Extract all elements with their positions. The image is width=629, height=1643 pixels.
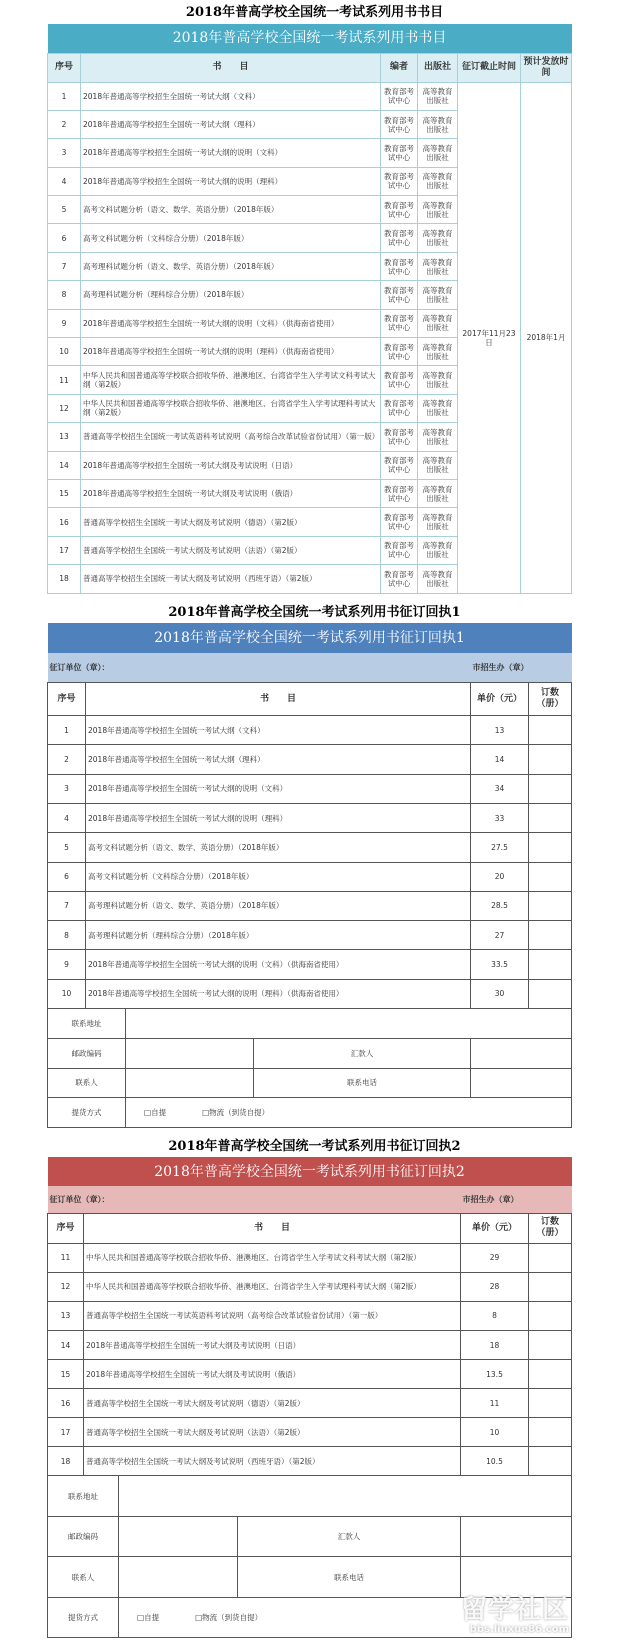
book-title: 2018年普通高等学校招生全国统一考试大纲（理科） [86, 745, 471, 774]
quantity-input[interactable] [529, 774, 572, 803]
receipt2-section [47, 1157, 571, 1638]
unit-price: 33.5 [471, 950, 529, 979]
delivery-label: 提货方式 [48, 1098, 126, 1128]
editor: 教育部考试中心 [381, 366, 418, 394]
catalog-table [47, 24, 572, 594]
row-number: 5 [48, 196, 81, 224]
quantity-input[interactable] [529, 979, 572, 1008]
publisher: 高等教育出版社 [418, 536, 458, 564]
book-title: 高考文科试题分析（语文、数学、英语分册）（2018年版） [81, 196, 381, 224]
unit-price: 28.5 [471, 891, 529, 920]
publisher: 高等教育出版社 [418, 423, 458, 451]
col-no: 序号 [48, 1213, 84, 1243]
ordering-unit-label: 征订单位（章）： [49, 661, 110, 672]
row-number: 5 [48, 833, 86, 862]
receipt1-banner: 2018年普高学校全国统一考试系列用书征订回执1 [48, 623, 572, 653]
row-number: 4 [48, 803, 86, 832]
book-title: 普通高等学校招生全国统一考试大纲及考试说明（德语）（第2版） [84, 1389, 461, 1418]
book-title: 2018年普通高等学校招生全国统一考试大纲及考试说明（日语） [84, 1330, 461, 1359]
book-title: 普通高等学校招生全国统一考试大纲及考试说明（法语）（第2版） [81, 536, 381, 564]
quantity-input[interactable] [529, 1360, 572, 1389]
unit-price: 11 [461, 1389, 529, 1418]
unit-price: 8 [461, 1301, 529, 1330]
editor: 教育部考试中心 [381, 423, 418, 451]
table-row [48, 891, 572, 920]
receipt1-heading: 2018年普高学校全国统一考试系列用书征订回执1 [168, 604, 461, 620]
row-number: 17 [48, 1418, 84, 1447]
editor: 教育部考试中心 [381, 479, 418, 507]
row-number: 3 [48, 774, 86, 803]
quantity-input[interactable] [529, 745, 572, 774]
row-number: 1 [48, 82, 81, 110]
publisher: 高等教育出版社 [418, 508, 458, 536]
row-number: 13 [48, 1301, 84, 1330]
col-deadline: 征订截止时间 [458, 53, 521, 82]
unit-price: 27.5 [471, 833, 529, 862]
book-title: 中华人民共和国普通高等学校联合招收华侨、港澳地区、台湾省学生入学考试文科考试大纲（第2版） [84, 1243, 461, 1272]
quantity-input[interactable] [529, 862, 572, 891]
col-no: 序号 [48, 53, 81, 82]
table-row [48, 774, 572, 803]
editor: 教育部考试中心 [381, 281, 418, 309]
col-release: 预计发放时间 [521, 53, 572, 82]
book-title: 高考文科试题分析（文科综合分册）（2018年版） [86, 862, 471, 891]
row-number: 6 [48, 224, 81, 252]
table-row [48, 716, 572, 745]
book-title: 高考理科试题分析（理科综合分册）（2018年版） [81, 281, 381, 309]
row-number: 12 [48, 1272, 84, 1301]
publisher: 高等教育出版社 [418, 196, 458, 224]
table-row [48, 1330, 572, 1359]
table-row [48, 1360, 572, 1389]
table-row [48, 803, 572, 832]
delivery-label: 提货方式 [48, 1597, 119, 1638]
row-number: 15 [48, 1360, 84, 1389]
receipt2-table [47, 1157, 572, 1638]
quantity-input[interactable] [529, 833, 572, 862]
unit-price: 20 [471, 862, 529, 891]
table-row [48, 862, 572, 891]
remitter-input[interactable] [471, 1038, 572, 1068]
row-number: 16 [48, 508, 81, 536]
unit-price: 34 [471, 774, 529, 803]
unit-price: 29 [461, 1243, 529, 1272]
editor: 教育部考试中心 [381, 309, 418, 337]
row-number: 13 [48, 423, 81, 451]
contact-person-label: 联系人 [48, 1068, 126, 1098]
contact-row [48, 1068, 572, 1098]
receipt2-heading: 2018年普高学校全国统一考试系列用书征订回执2 [168, 1139, 461, 1155]
quantity-input[interactable] [529, 1447, 572, 1476]
table-row [48, 950, 572, 979]
unit-price: 28 [461, 1272, 529, 1301]
row-number: 7 [48, 891, 86, 920]
book-title: 高考文科试题分析（文科综合分册）（2018年版） [81, 224, 381, 252]
book-title: 高考理科试题分析（理科综合分册）（2018年版） [86, 921, 471, 950]
receipt1-table [47, 623, 572, 1129]
quantity-input[interactable] [529, 1389, 572, 1418]
city-office-label: 市招生办（章） [462, 1193, 519, 1204]
table-row [48, 1243, 572, 1272]
publisher: 高等教育出版社 [418, 338, 458, 366]
book-title: 2018年普通高等学校招生全国统一考试大纲的说明（文科）（供海南省使用） [81, 309, 381, 337]
unit-price: 30 [471, 979, 529, 1008]
publisher: 高等教育出版社 [418, 394, 458, 422]
quantity-input[interactable] [529, 1330, 572, 1359]
col-title: 书 目 [84, 1213, 461, 1243]
unit-price: 18 [461, 1330, 529, 1359]
editor: 教育部考试中心 [381, 536, 418, 564]
logistics-checkbox[interactable]: □物流（到货自提） [195, 1613, 263, 1623]
book-title: 2018年普通高等学校招生全国统一考试大纲及考试说明（俄语） [81, 479, 381, 507]
row-number: 16 [48, 1389, 84, 1418]
book-title: 高考文科试题分析（语文、数学、英语分册）（2018年版） [86, 833, 471, 862]
table-row [48, 1418, 572, 1447]
col-price: 单价（元） [461, 1213, 529, 1243]
row-number: 14 [48, 451, 81, 479]
self-pickup-checkbox[interactable]: □自提 [137, 1613, 160, 1623]
editor: 教育部考试中心 [381, 508, 418, 536]
unit-price: 13 [471, 716, 529, 745]
release-date: 2018年1月 [521, 82, 572, 593]
table-row [48, 1301, 572, 1330]
unit-price: 27 [471, 921, 529, 950]
editor: 教育部考试中心 [381, 565, 418, 593]
editor: 教育部考试中心 [381, 338, 418, 366]
table-row [48, 745, 572, 774]
publisher: 高等教育出版社 [418, 139, 458, 167]
editor: 教育部考试中心 [381, 451, 418, 479]
row-number: 1 [48, 716, 86, 745]
row-number: 11 [48, 366, 81, 394]
book-title: 普通高等学校招生全国统一考试英语科考试说明（高考综合改革试验省份试用）（第一版） [81, 423, 381, 451]
table-row [48, 1447, 572, 1476]
row-number: 15 [48, 479, 81, 507]
quantity-input[interactable] [529, 803, 572, 832]
quantity-input[interactable] [529, 1272, 572, 1301]
publisher: 高等教育出版社 [418, 281, 458, 309]
book-title: 中华人民共和国普通高等学校联合招收华侨、港澳地区、台湾省学生入学考试理科考试大纲（第2版） [84, 1272, 461, 1301]
table-row [48, 1389, 572, 1418]
row-number: 6 [48, 862, 86, 891]
editor: 教育部考试中心 [381, 110, 418, 138]
book-title: 2018年普通高等学校招生全国统一考试大纲的说明（文科） [86, 774, 471, 803]
publisher: 高等教育出版社 [418, 252, 458, 280]
deadline: 2017年11月23日 [458, 82, 521, 593]
row-number: 3 [48, 139, 81, 167]
address-label: 联系地址 [48, 1476, 119, 1517]
book-title: 2018年普通高等学校招生全国统一考试大纲的说明（理科） [86, 803, 471, 832]
book-title: 普通高等学校招生全国统一考试大纲及考试说明（法语）（第2版） [84, 1418, 461, 1447]
postcode-label: 邮政编码 [48, 1038, 126, 1068]
table-row [48, 921, 572, 950]
col-quantity: 订数（册） [529, 683, 572, 716]
quantity-input[interactable] [529, 1243, 572, 1272]
delivery-options [119, 1597, 572, 1638]
row-number: 7 [48, 252, 81, 280]
editor: 教育部考试中心 [381, 252, 418, 280]
logistics-checkbox[interactable]: □物流（到货自提） [202, 1108, 270, 1118]
editor: 教育部考试中心 [381, 394, 418, 422]
contact-person-input[interactable] [126, 1068, 254, 1098]
col-title: 书 目 [86, 683, 471, 716]
editor: 教育部考试中心 [381, 196, 418, 224]
unit-price: 10 [461, 1418, 529, 1447]
catalog-heading: 2018年普高学校全国统一考试系列用书书目 [185, 5, 444, 20]
row-number: 14 [48, 1330, 84, 1359]
city-office-label: 市招生办（章） [472, 661, 529, 672]
book-title: 普通高等学校招生全国统一考试大纲及考试说明（德语）（第2版） [81, 508, 381, 536]
book-title: 2018年普通高等学校招生全国统一考试大纲的说明（理科） [81, 167, 381, 195]
row-number: 8 [48, 281, 81, 309]
publisher: 高等教育出版社 [418, 565, 458, 593]
book-title: 普通高等学校招生全国统一考试大纲及考试说明（西班牙语）（第2版） [84, 1447, 461, 1476]
phone-label: 联系电话 [238, 1557, 461, 1598]
receipt1-section [47, 623, 571, 1129]
contact-person-label: 联系人 [48, 1557, 119, 1598]
unit-price: 14 [471, 745, 529, 774]
row-number: 2 [48, 110, 81, 138]
col-no: 序号 [48, 683, 86, 716]
publisher: 高等教育出版社 [418, 309, 458, 337]
col-publisher: 出版社 [418, 53, 458, 82]
quantity-input[interactable] [529, 1418, 572, 1447]
watermark-url: bbs.liuxue86.com [469, 1624, 569, 1636]
phone-label: 联系电话 [254, 1068, 471, 1098]
phone-input[interactable] [471, 1068, 572, 1098]
unit-price: 10.5 [461, 1447, 529, 1476]
row-number: 8 [48, 921, 86, 950]
book-title: 中华人民共和国普通高等学校联合招收华侨、港澳地区、台湾省学生入学考试文科考试大纲（第2版） [81, 366, 381, 394]
book-title: 高考理科试题分析（语文、数学、英语分册）（2018年版） [81, 252, 381, 280]
row-number: 9 [48, 950, 86, 979]
address-label: 联系地址 [48, 1009, 126, 1039]
remitter-label: 汇款人 [238, 1516, 461, 1557]
quantity-input[interactable] [529, 1301, 572, 1330]
contact-row [48, 1476, 572, 1517]
contact-row [48, 1098, 572, 1128]
table-row [48, 979, 572, 1008]
table-row [48, 833, 572, 862]
watermark-text: 留学社区 [461, 1595, 570, 1626]
unit-price: 13.5 [461, 1360, 529, 1389]
address-input[interactable] [126, 1009, 572, 1039]
receipt2-banner: 2018年普高学校全国统一考试系列用书征订回执2 [48, 1157, 572, 1186]
self-pickup-checkbox[interactable]: □自提 [144, 1108, 167, 1118]
catalog-section [47, 24, 571, 594]
book-title: 普通高等学校招生全国统一考试大纲及考试说明（西班牙语）（第2版） [81, 565, 381, 593]
publisher: 高等教育出版社 [418, 451, 458, 479]
postcode-input[interactable] [119, 1516, 238, 1557]
row-number: 17 [48, 536, 81, 564]
publisher: 高等教育出版社 [418, 479, 458, 507]
phone-input[interactable] [461, 1557, 572, 1598]
book-title: 2018年普通高等学校招生全国统一考试大纲（理科） [81, 110, 381, 138]
catalog-banner: 2018年普高学校全国统一考试系列用书书目 [48, 24, 572, 53]
book-title: 2018年普通高等学校招生全国统一考试大纲的说明（文科） [81, 139, 381, 167]
row-number: 9 [48, 309, 81, 337]
delivery-options [126, 1098, 572, 1128]
quantity-input[interactable] [529, 921, 572, 950]
row-number: 4 [48, 167, 81, 195]
book-title: 2018年普通高等学校招生全国统一考试大纲及考试说明（俄语） [84, 1360, 461, 1389]
publisher: 高等教育出版社 [418, 82, 458, 110]
book-title: 2018年普通高等学校招生全国统一考试大纲（文科） [81, 82, 381, 110]
row-number: 10 [48, 338, 81, 366]
table-row [48, 1272, 572, 1301]
contact-row [48, 1516, 572, 1557]
col-price: 单价（元） [471, 683, 529, 716]
col-title: 书 目 [81, 53, 381, 82]
editor: 教育部考试中心 [381, 167, 418, 195]
editor: 教育部考试中心 [381, 139, 418, 167]
book-title: 2018年普通高等学校招生全国统一考试大纲的说明（理科）（供海南省使用） [86, 979, 471, 1008]
contact-row [48, 1597, 572, 1638]
row-number: 12 [48, 394, 81, 422]
row-number: 18 [48, 1447, 84, 1476]
editor: 教育部考试中心 [381, 82, 418, 110]
book-title: 2018年普通高等学校招生全国统一考试大纲的说明（文科）（供海南省使用） [86, 950, 471, 979]
remitter-label: 汇款人 [254, 1038, 471, 1068]
contact-row [48, 1038, 572, 1068]
book-title: 2018年普通高等学校招生全国统一考试大纲及考试说明（日语） [81, 451, 381, 479]
book-title: 普通高等学校招生全国统一考试英语科考试说明（高考综合改革试验省份试用）（第一版） [84, 1301, 461, 1330]
row-number: 2 [48, 745, 86, 774]
unit-price: 33 [471, 803, 529, 832]
editor: 教育部考试中心 [381, 224, 418, 252]
book-title: 高考理科试题分析（语文、数学、英语分册）（2018年版） [86, 891, 471, 920]
ordering-unit-label: 征订单位（章）： [49, 1193, 110, 1204]
row-number: 18 [48, 565, 81, 593]
publisher: 高等教育出版社 [418, 366, 458, 394]
contact-person-input[interactable] [119, 1557, 238, 1598]
book-title: 2018年普通高等学校招生全国统一考试大纲的说明（理科）（供海南省使用） [81, 338, 381, 366]
quantity-input[interactable] [529, 716, 572, 745]
contact-row [48, 1557, 572, 1598]
row-number: 10 [48, 979, 86, 1008]
col-quantity: 订数（册） [529, 1213, 572, 1243]
col-editor: 编者 [381, 53, 418, 82]
publisher: 高等教育出版社 [418, 224, 458, 252]
address-input[interactable] [119, 1476, 572, 1517]
row-number: 11 [48, 1243, 84, 1272]
quantity-input[interactable] [529, 950, 572, 979]
contact-row [48, 1009, 572, 1039]
quantity-input[interactable] [529, 891, 572, 920]
postcode-label: 邮政编码 [48, 1516, 119, 1557]
book-title: 2018年普通高等学校招生全国统一考试大纲（文科） [86, 716, 471, 745]
publisher: 高等教育出版社 [418, 167, 458, 195]
publisher: 高等教育出版社 [418, 110, 458, 138]
remitter-input[interactable] [461, 1516, 572, 1557]
book-title: 中华人民共和国普通高等学校联合招收华侨、港澳地区、台湾省学生入学考试理科考试大纲（第2版） [81, 394, 381, 422]
table-row [48, 82, 572, 110]
postcode-input[interactable] [126, 1038, 254, 1068]
